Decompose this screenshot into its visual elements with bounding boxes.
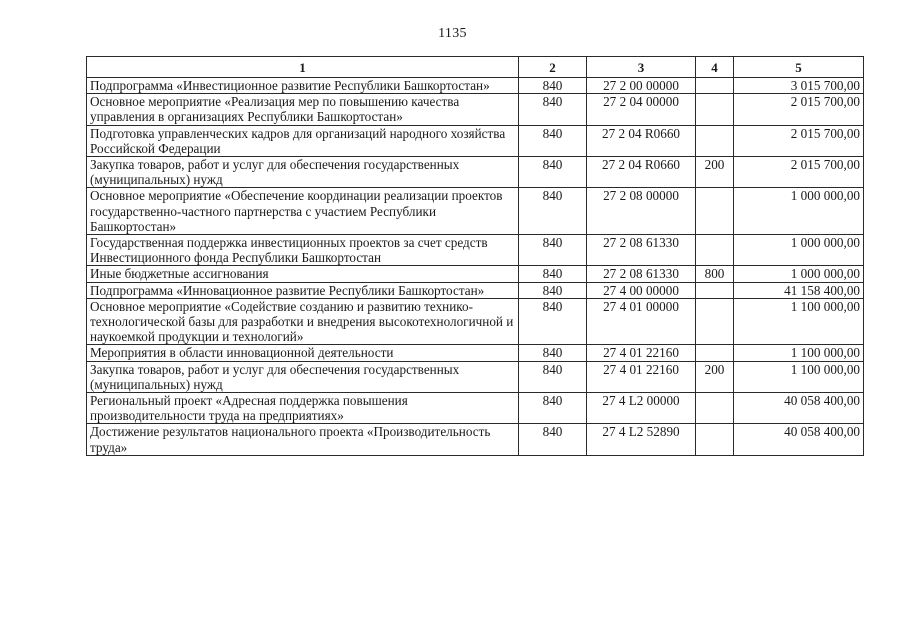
row-code: 840 <box>519 188 587 235</box>
row-code: 840 <box>519 282 587 298</box>
row-csr: 27 2 00 00000 <box>587 78 696 94</box>
row-sum: 1 000 000,00 <box>734 235 864 266</box>
row-vr: 200 <box>696 361 734 392</box>
row-csr: 27 2 08 61330 <box>587 235 696 266</box>
table-row <box>87 266 864 282</box>
row-name: Подготовка управленческих кадров для организаций народного хозяйства Российской Федерации <box>87 125 519 156</box>
table-row <box>87 188 864 235</box>
row-name: Достижение результатов национального проекта «Производительность труда» <box>87 424 519 455</box>
row-name: Основное мероприятие «Реализация мер по повышению качества управления в организациях Республики Башкортостан» <box>87 94 519 125</box>
table-row <box>87 345 864 361</box>
table-row <box>87 125 864 156</box>
row-name: Подпрограмма «Инновационное развитие Республики Башкортостан» <box>87 282 519 298</box>
row-code: 840 <box>519 298 587 345</box>
page-number: 1135 <box>438 26 467 41</box>
row-name: Мероприятия в области инновационной деятельности <box>87 345 519 361</box>
row-csr: 27 4 01 22160 <box>587 361 696 392</box>
header-row <box>87 57 864 78</box>
row-name: Региональный проект «Адресная поддержка повышения производительности труда на предприятиях» <box>87 393 519 424</box>
table-row <box>87 393 864 424</box>
row-vr <box>696 78 734 94</box>
row-code: 840 <box>519 125 587 156</box>
table-row <box>87 282 864 298</box>
row-sum: 2 015 700,00 <box>734 125 864 156</box>
row-sum: 1 100 000,00 <box>734 298 864 345</box>
row-csr: 27 4 00 00000 <box>587 282 696 298</box>
row-sum: 3 015 700,00 <box>734 78 864 94</box>
header-col-1: 1 <box>87 57 519 78</box>
header-col-2: 2 <box>519 57 587 78</box>
row-sum: 40 058 400,00 <box>734 393 864 424</box>
row-sum: 1 100 000,00 <box>734 361 864 392</box>
table-row <box>87 361 864 392</box>
row-sum: 1 000 000,00 <box>734 188 864 235</box>
row-code: 840 <box>519 266 587 282</box>
row-csr: 27 2 08 61330 <box>587 266 696 282</box>
table-row <box>87 298 864 345</box>
row-vr <box>696 188 734 235</box>
table-row <box>87 424 864 455</box>
row-csr: 27 4 L2 00000 <box>587 393 696 424</box>
row-vr <box>696 298 734 345</box>
row-sum: 2 015 700,00 <box>734 94 864 125</box>
row-csr: 27 2 04 00000 <box>587 94 696 125</box>
row-name: Основное мероприятие «Обеспечение координации реализации проектов государственно-частного партнерства с участием Республики Башкортостан» <box>87 188 519 235</box>
row-name: Закупка товаров, работ и услуг для обеспечения государственных (муниципальных) нужд <box>87 361 519 392</box>
row-csr: 27 2 04 R0660 <box>587 125 696 156</box>
row-csr: 27 2 04 R0660 <box>587 157 696 188</box>
row-code: 840 <box>519 345 587 361</box>
row-sum: 2 015 700,00 <box>734 157 864 188</box>
table-row <box>87 157 864 188</box>
row-vr <box>696 393 734 424</box>
row-code: 840 <box>519 393 587 424</box>
table-row <box>87 94 864 125</box>
row-vr: 800 <box>696 266 734 282</box>
row-sum: 40 058 400,00 <box>734 424 864 455</box>
row-csr: 27 4 01 00000 <box>587 298 696 345</box>
row-code: 840 <box>519 78 587 94</box>
row-code: 840 <box>519 157 587 188</box>
row-vr <box>696 125 734 156</box>
row-csr: 27 2 08 00000 <box>587 188 696 235</box>
row-vr <box>696 345 734 361</box>
row-csr: 27 4 L2 52890 <box>587 424 696 455</box>
row-name: Закупка товаров, работ и услуг для обеспечения государственных (муниципальных) нужд <box>87 157 519 188</box>
table-row <box>87 78 864 94</box>
row-csr: 27 4 01 22160 <box>587 345 696 361</box>
row-vr <box>696 94 734 125</box>
row-code: 840 <box>519 361 587 392</box>
row-name: Основное мероприятие «Содействие созданию и развитию технико-технологической базы для разработки и внедрения высокотехнологичной и наукоемкой продукции и технологий» <box>87 298 519 345</box>
row-vr <box>696 235 734 266</box>
header-col-3: 3 <box>587 57 696 78</box>
row-name: Государственная поддержка инвестиционных проектов за счет средств Инвестиционного фонда Республики Башкортостан <box>87 235 519 266</box>
row-sum: 1 100 000,00 <box>734 345 864 361</box>
row-sum: 41 158 400,00 <box>734 282 864 298</box>
row-code: 840 <box>519 424 587 455</box>
row-name: Подпрограмма «Инвестиционное развитие Республики Башкортостан» <box>87 78 519 94</box>
header-col-4: 4 <box>696 57 734 78</box>
row-code: 840 <box>519 235 587 266</box>
row-code: 840 <box>519 94 587 125</box>
budget-table <box>86 56 864 456</box>
table-row <box>87 235 864 266</box>
row-sum: 1 000 000,00 <box>734 266 864 282</box>
row-vr <box>696 424 734 455</box>
row-vr <box>696 282 734 298</box>
header-col-5: 5 <box>734 57 864 78</box>
row-vr: 200 <box>696 157 734 188</box>
row-name: Иные бюджетные ассигнования <box>87 266 519 282</box>
